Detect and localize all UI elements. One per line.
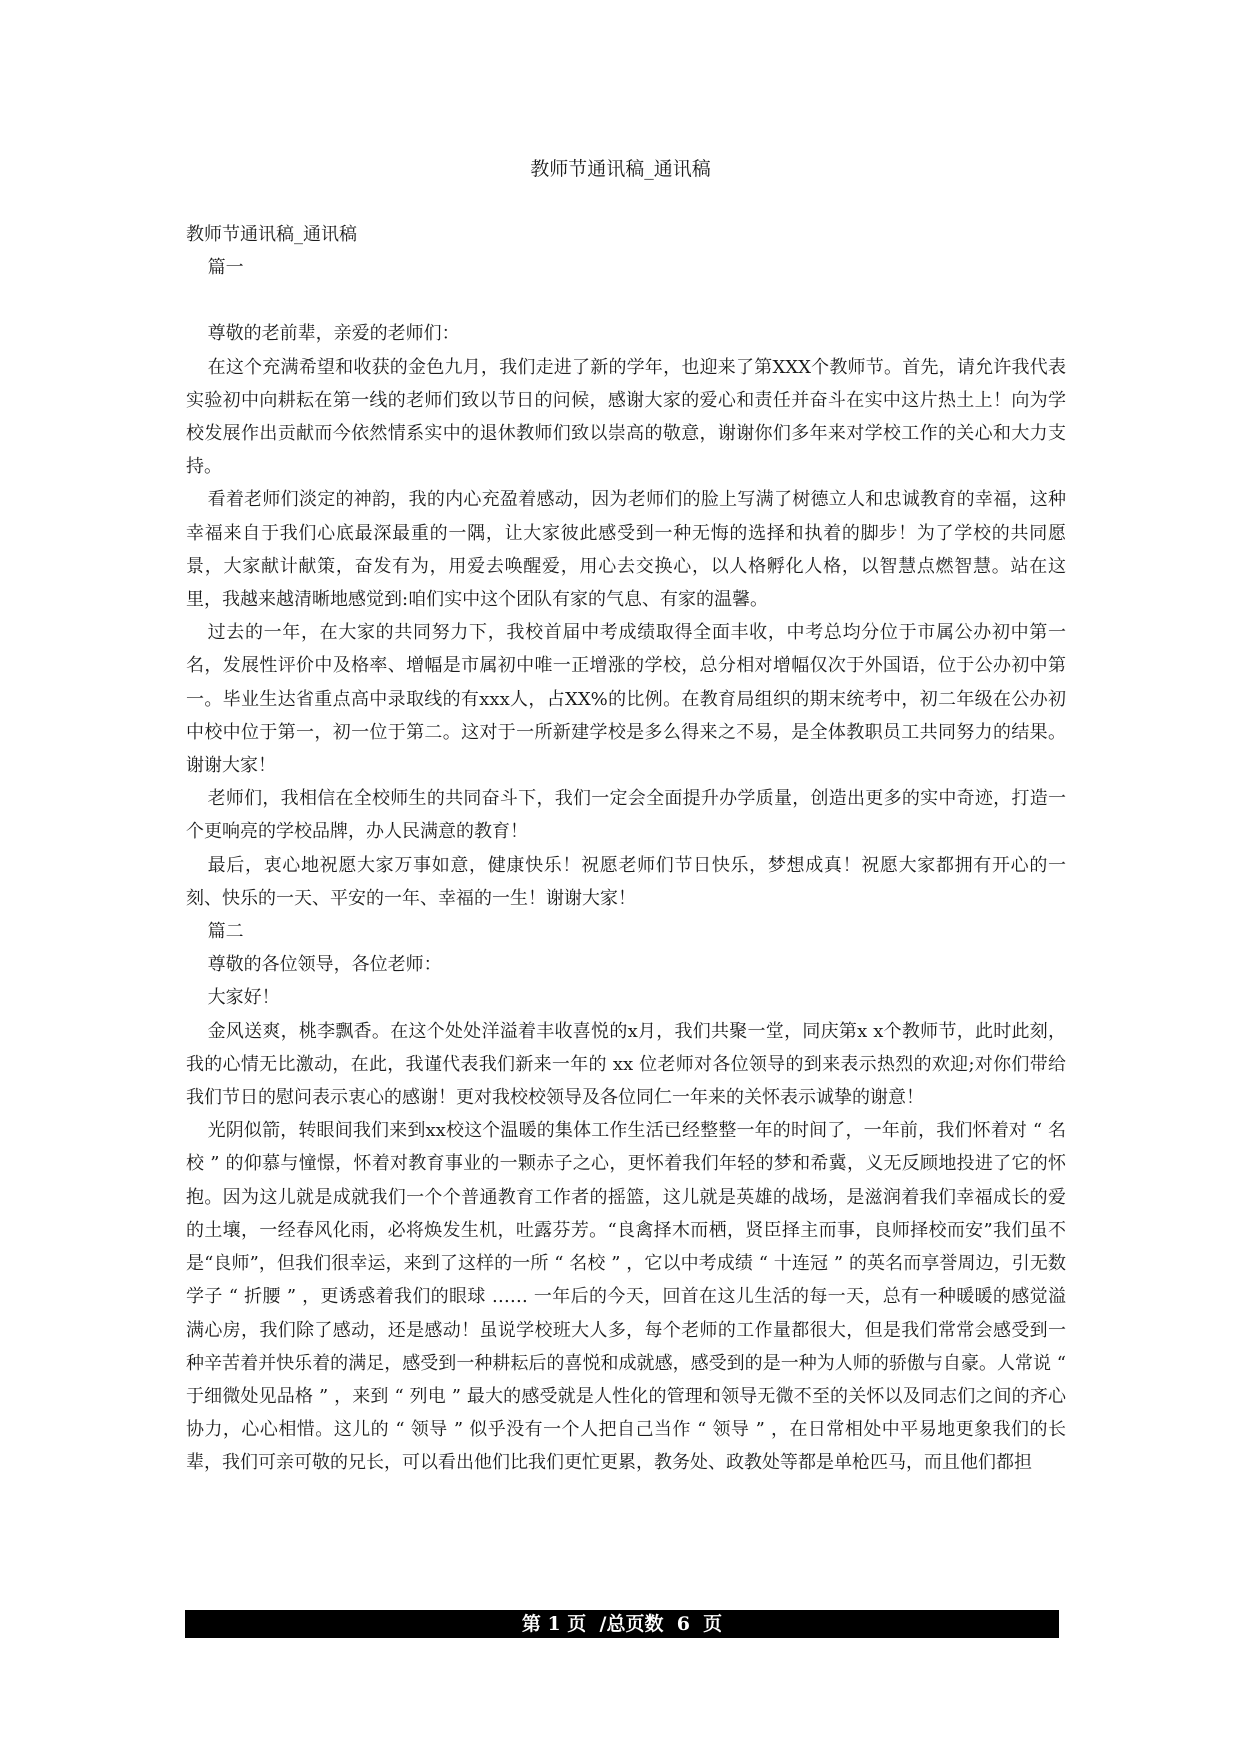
section-label-2: 篇二 bbox=[207, 921, 244, 943]
paragraph: 尊敬的各位领导，各位老师： bbox=[207, 954, 442, 976]
paragraph: 光阴似箭，转眼间我们来到xx校这个温暖的集体工作生活已经整整一年的时间了，一年前，我们怀着对 “ 名校 ” 的仰慕与憧憬，怀着对教育事业的一颗赤子之心，更怀着我们年轻的梦和希冀，义无反顾地投进了它的怀抱。因为这儿就是成就我们一个个普通教育工作者的摇篮，这儿就是英雄的战场，是滋润着我们幸福成长的爱的土壤，一经春风化雨，必将焕发生机，吐露芬芳。“良禽择木而栖，贤臣择主而事，良师择校而安”我们虽不是“良师”，但我们很幸运，来到了这样的一所 “ 名校 ” ，它以中考成绩 “ 十连冠 ” 的英名而享誉周边，引无数学子 “ 折腰 ” ，更诱惑着我们的眼球 …… 一年后的今天，回首在这儿生活的每一天，总有一种暖暖的感觉溢满心房，我们除了感动，还是感动！虽说学校班大人多，每个老师的工作量都很大，但是我们常常会感受到一种辛苦着并快乐着的满足，感受到一种耕耘后的喜悦和成就感，感受到的是一种为人师的骄傲与自豪。人常说 “ 于细微处见品格 ” ，来到 “ 列电 ” 最大的感受就是人性化的管理和领导无微不至的关怀以及同志们之间的齐心协力，心心相惜。这儿的 “ 领导 ” 似乎没有一个人把自己当作 “ 领导 ” ，在日常相处中平易地更象我们的长辈，我们可亲可敬的兄长，可以看出他们比我们更忙更累，教务处、政教处等都是单枪匹马，而且他们都担 bbox=[186, 1120, 1066, 1474]
paragraph: 尊敬的老前辈，亲爱的老师们： bbox=[207, 323, 460, 345]
document-subtitle: 教师节通讯稿_通讯稿 bbox=[186, 224, 357, 245]
document-body bbox=[186, 218, 1066, 1480]
paragraph: 老师们，我相信在全校师生的共同奋斗下，我们一定会全面提升办学质量，创造出更多的实中奇迹，打造一个更响亮的学校品牌，办人民满意的教育！ bbox=[186, 788, 1066, 843]
section-label-1: 篇一 bbox=[207, 257, 244, 279]
paragraph: 看着老师们淡定的神韵，我的内心充盈着感动，因为老师们的脸上写满了树德立人和忠诚教育的幸福，这种幸福来自于我们心底最深最重的一隅，让大家彼此感受到一种无悔的选择和执着的脚步！为了学校的共同愿景，大家献计献策，奋发有为，用爱去唤醒爱，用心去交换心，以人格孵化人格，以智慧点燃智慧。站在这里，我越来越清晰地感觉到:咱们实中这个团队有家的气息、有家的温馨。 bbox=[186, 489, 1066, 611]
paragraph: 在这个充满希望和收获的金色九月，我们走进了新的学年，也迎来了第XXX个教师节。首先，请允许我代表实验初中向耕耘在第一线的老师们致以节日的问候，感谢大家的爱心和责任并奋斗在实中这片热土上！向为学校发展作出贡献而今依然情系实中的退休教师们致以崇高的敬意，谢谢你们多年来对学校工作的关心和大力支持。 bbox=[186, 356, 1066, 478]
paragraph: 过去的一年，在大家的共同努力下，我校首届中考成绩取得全面丰收，中考总均分位于市属公办初中第一名，发展性评价中及格率、增幅是市属初中唯一正增涨的学校，总分相对增幅仅次于外国语，位于公办初中第一。毕业生达省重点高中录取线的有xxx人，占XX%的比例。在教育局组织的期末统考中，初二年级在公办初中校中位于第一，初一位于第二。这对于一所新建学校是多么得来之不易，是全体教职员工共同努力的结果。谢谢大家！ bbox=[186, 622, 1066, 777]
paragraph: 最后，衷心地祝愿大家万事如意，健康快乐！祝愿老师们节日快乐，梦想成真！祝愿大家都拥有开心的一刻、快乐的一天、平安的一年、幸福的一生！谢谢大家！ bbox=[186, 854, 1066, 909]
paragraph: 金风送爽，桃李飘香。在这个处处洋溢着丰收喜悦的x月，我们共聚一堂，同庆第x x个教师节，此时此刻，我的心情无比激动，在此，我谨代表我们新来一年的 xx 位老师对各位领导的到来表示热烈的欢迎;对你们带给我们节日的慰问表示衷心的感谢！更对我校校领导及各位同仁一年来的关怀表示诚挚的谢意！ bbox=[186, 1020, 1066, 1109]
paragraph: 大家好！ bbox=[207, 987, 280, 1009]
page-footer bbox=[185, 1610, 1059, 1638]
page-title: 教师节通讯稿_通讯稿 bbox=[530, 158, 711, 180]
page-number-label: 第 1 页 /总页数 6 页 bbox=[521, 1613, 723, 1635]
